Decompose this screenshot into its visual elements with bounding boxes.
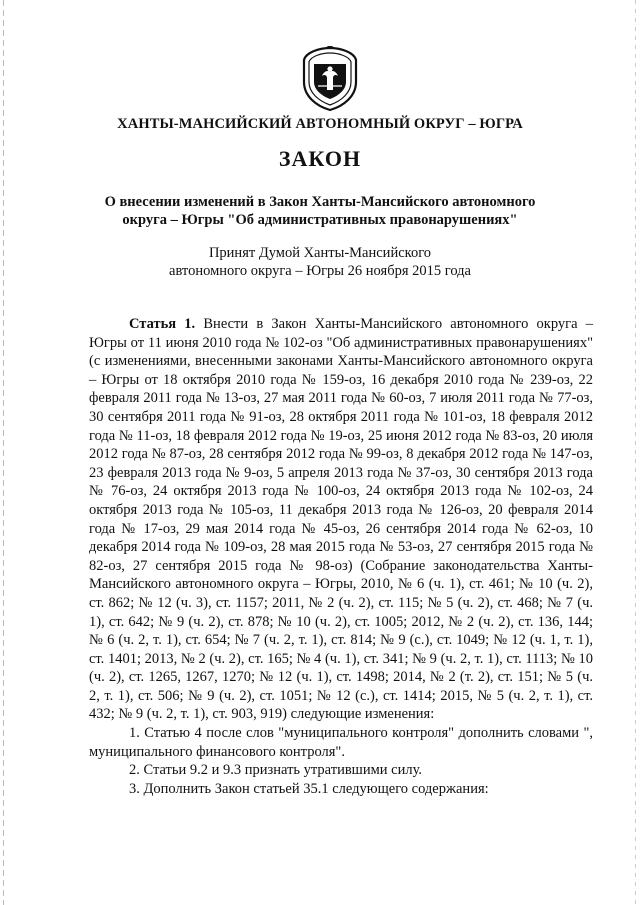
article-1-label: Статья 1. bbox=[129, 316, 196, 332]
law-subtitle-line: О внесении изменений в Закон Ханты-Мансийского автономного bbox=[104, 194, 536, 210]
law-body bbox=[89, 315, 593, 798]
document-type-title: ЗАКОН bbox=[278, 146, 362, 171]
scan-edge-left bbox=[3, 0, 4, 905]
coat-of-arms-emblem-icon bbox=[300, 46, 360, 112]
amendment-item-3: 3. Дополнить Закон статьей 35.1 следующего содержания: bbox=[129, 780, 489, 797]
scan-edge-right bbox=[635, 0, 636, 905]
adoption-note bbox=[40, 244, 600, 280]
law-subtitle-line: округа – Югры "Об административных правонарушениях" bbox=[122, 212, 518, 228]
adoption-note-line: автономного округа – Югры 26 ноября 2015 года bbox=[169, 263, 471, 279]
region-name: ХАНТЫ-МАНСИЙСКИЙ АВТОНОМНЫЙ ОКРУГ – ЮГРА bbox=[117, 116, 523, 132]
article-1-paragraph bbox=[89, 315, 593, 724]
adoption-note-line: Принят Думой Ханты-Мансийского bbox=[208, 245, 432, 261]
article-1-text: Внести в Закон Ханты-Мансийского автономного округа – Югры от 11 июня 2010 года № 102-оз "Об административных правонарушениях" (с изменениями, внесенными законами Ханты-Мансийского автономного округа – Югры от 18 октября 2010 года № 159-оз, 16 декабря 2010 года № 239-оз, 22 февраля 2011 года № 13-оз, 27 мая 2011 года № 60-оз, 7 июля 2011 года № 77-оз, 30 сентября 2011 года № 91-оз, 28 октября 2011 года № 101-оз, 18 февраля 2012 года № 11-оз, 18 февраля 2012 года № 19-оз, 25 июня 2012 года № 83-оз, 20 июля 2012 года № 87-оз, 28 сентября 2012 года № 99-оз, 8 декабря 2012 года № 147-оз, 23 февраля 2013 года № 9-оз, 5 апреля 2013 года № 37-оз, 30 сентября 2013 года № 76-оз, 24 октября 2013 года № 100-оз, 24 октября 2013 года № 102-оз, 24 октября 2013 года № 105-оз, 11 декабря 2013 года № 126-оз, 20 февраля 2014 года № 17-оз, 29 мая 2014 года № 45-оз, 26 сентября 2014 года № 62-оз, 10 декабря 2014 года № 109-оз, 28 мая 2015 года № 53-оз, 27 сентября 2015 года № 82-оз, 27 сентября 2015 года № 98-оз) (Собрание законодательства Ханты-Мансийского автономного округа – Югры, 2010, № 6 (ч. 1), ст. 461; № 10 (ч. 2), ст. 862; № 12 (ч. 3), ст. 1157; 2011, № 2 (ч. 2), ст. 115; № 5 (ч. 2), ст. 468; № 7 (ч. 1), ст. 642; № 9 (ч. 2), ст. 878; № 10 (ч. 2), ст. 1005; 2012, № 2 (ч. 2), ст. 136, 144; № 6 (ч. 2, т. 1), ст. 654; № 7 (ч. 2, т. 1), ст. 814; № 9 (с.), ст. 1049; № 12 (ч. 1, т. 1), ст. 1401; 2013, № 2 (ч. 2), ст. 165; № 4 (ч. 1), ст. 341; № 9 (ч. 2, т. 1), ст. 1113; № 10 (ч. 2), ст. 1265, 1267, 1270; № 12 (ч. 1), ст. 1498; 2014, № 2 (т. 2), ст. 151; № 5 (ч. 2, т. 1), ст. 506; № 9 (ч. 2), ст. 1051; № 12 (с.), ст. 1414; 2015, № 5 (ч. 2, т. 1), ст. 432; № 9 (ч. 2, т. 1), ст. 903, 919) следующие изменения: bbox=[89, 316, 594, 723]
amendment-item-1: 1. Статью 4 после слов "муниципального контроля" дополнить словами ", муниципального финансового контроля". bbox=[89, 725, 593, 760]
amendment-item-2: 2. Статьи 9.2 и 9.3 признать утратившими силу. bbox=[129, 762, 423, 779]
law-subtitle bbox=[40, 193, 600, 229]
